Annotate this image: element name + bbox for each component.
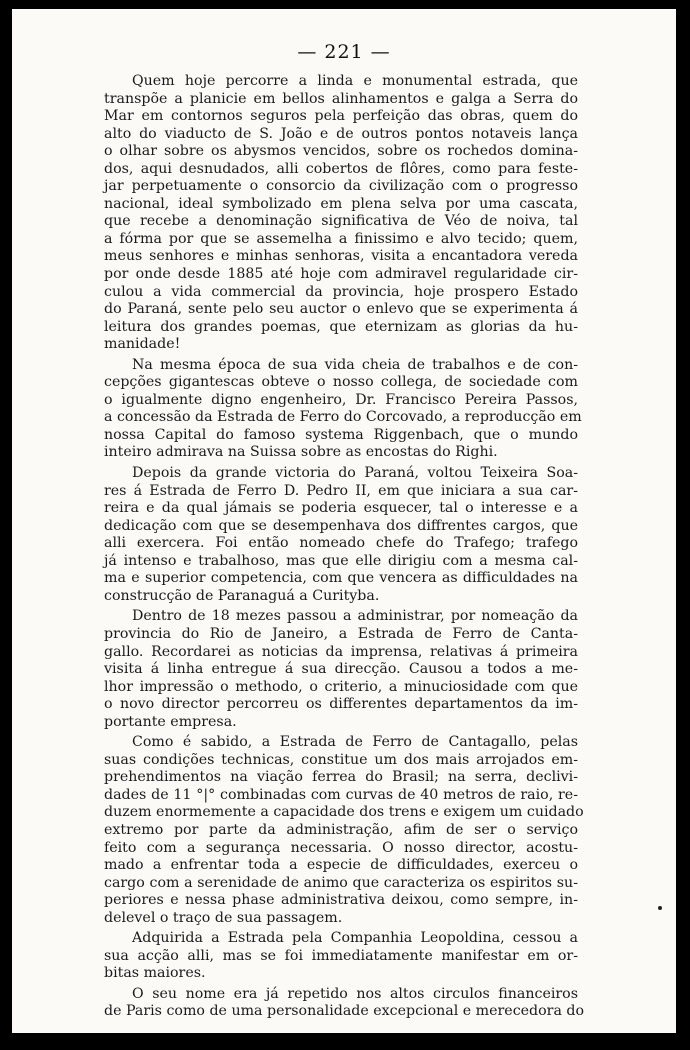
text-line: feito com a segurança necessaria. O nosso director, acostu- <box>104 839 578 856</box>
text-line: extremo por parte da administração, afim de ser o serviço <box>104 821 578 838</box>
text-line: Dentro de 18 mezes passou a administrar, por nomeação da <box>132 608 578 625</box>
text-line: alto do viaducto de S. João e de outros pontos notaveis lança <box>104 125 578 142</box>
text-line: provincia do Rio de Janeiro, a Estrada de Ferro de Canta- <box>104 625 578 642</box>
text-line: por onde desde 1885 até hoje com admiravel regularidade cir- <box>104 266 578 283</box>
text-line: gallo. Recordarei as noticias da imprensa, relativas á primeira <box>104 643 578 660</box>
text-line: de Paris como de uma personalidade excepcional e merecedora do <box>104 1003 585 1020</box>
text-line: Na mesma época de sua vida cheia de trabalhos e de con- <box>132 356 578 373</box>
text-line: sua acção alli, mas se foi immediatamente manifestar em or- <box>104 947 578 964</box>
text-line: Como é sabido, a Estrada de Ferro de Cantagallo, pelas <box>132 734 578 751</box>
text-line: a fórma por que se assemelha a finissimo e alvo tecido; quem, <box>104 230 578 247</box>
text-line: bitas maiores. <box>104 965 206 982</box>
text-line: o igualmente digno engenheiro, Dr. Francisco Pereira Passos, <box>104 391 578 408</box>
paragraph <box>104 608 578 731</box>
paragraph <box>104 465 578 605</box>
text-line: nacional, ideal symbolizado em plena selva por uma cascata, <box>104 195 578 212</box>
paragraph <box>104 73 578 354</box>
text-line: ma e superior competencia, com que vencera as difficuldades na <box>104 570 578 587</box>
paragraph <box>104 734 584 927</box>
text-line: mado a enfrentar toda a especie de difficuldades, exerceu o <box>104 857 578 874</box>
text-line: inteiro admirava na Suissa sobre as encostas do Righi. <box>104 444 498 461</box>
book-page <box>12 9 676 1033</box>
text-line: culou a vida commercial da provincia, hoje prospero Estado <box>104 283 578 300</box>
text-line: construcção de Paranaguá a Curityba. <box>104 587 380 604</box>
text-line: dades de 11 °|° combinadas com curvas de 40 metros de raio, re- <box>104 786 578 803</box>
text-line: transpõe a planicie em bellos alinhamentos e galga a Serra do <box>104 90 578 107</box>
text-line: manidade! <box>104 336 181 353</box>
paragraph <box>104 930 578 983</box>
text-line: res á Estrada de Ferro D. Pedro II, em que iniciara a sua car- <box>104 482 578 499</box>
text-line: suas condições technicas, constitue um dos mais arrojados em- <box>104 751 578 768</box>
text-line: prehendimentos na viação ferrea do Brasil; na serra, declivi- <box>104 769 578 786</box>
text-line: dedicação com que se desempenhava dos diffrentes cargos, que <box>104 517 578 534</box>
text-line: o olhar sobre os abysmos vencidos, sobre os rochedos domina- <box>104 143 578 160</box>
text-line: Adquirida a Estrada pela Companhia Leopoldina, cessou a <box>132 930 578 947</box>
text-line: o novo director percorreu os differentes departamentos da im- <box>104 696 578 713</box>
page-number: — 221 — <box>297 41 391 63</box>
text-line: já intenso e trabalhoso, mas que elle dirigiu com a mesma cal- <box>104 552 578 569</box>
margin-mark <box>658 906 662 910</box>
text-line: Mar em contornos seguros pela perfeição das obras, quem do <box>104 108 578 125</box>
text-line: periores e nessa phase administrativa deixou, como sempre, in- <box>104 892 578 909</box>
text-line: Depois da grande victoria do Paraná, voltou Teixeira Soa- <box>132 465 578 482</box>
text-line: nossa Capital do famoso systema Riggenbach, que o mundo <box>104 426 578 443</box>
text-line: O seu nome era já repetido nos altos circulos financeiros <box>132 985 578 1002</box>
text-line: Quem hoje percorre a linda e monumental estrada, que <box>132 73 578 89</box>
text-line: leitura dos grandes poemas, que eternizam as glorias da hu- <box>104 318 578 335</box>
text-line: meus senhores e minhas senhoras, visita a encantadora vereda <box>104 248 578 265</box>
text-line: que recebe a denominação significativa de Véo de noiva, tal <box>104 213 578 230</box>
body-text <box>104 73 585 1024</box>
text-line: portante empresa. <box>104 713 237 730</box>
text-line: do Paraná, sente pelo seu auctor o enlevo que se experimenta á <box>104 301 578 318</box>
text-line: cargo com a serenidade de animo que caracteriza os espiritos su- <box>104 874 578 891</box>
text-line: delevel o traço de sua passagem. <box>104 909 343 926</box>
paragraph <box>104 356 582 462</box>
text-line: lhor impressão o methodo, o criterio, a minuciosidade com que <box>104 678 578 695</box>
text-line: visita á linha entregue á sua direcção. Causou a todos a me- <box>104 661 578 678</box>
text-line: dos, aqui desnudados, alli cobertos de flôres, como para feste- <box>104 160 578 177</box>
text-line: alli exercera. Foi então nomeado chefe do Trafego; trafego <box>104 535 578 552</box>
text-line: a concessão da Estrada de Ferro do Corcovado, a reproducção em <box>104 409 582 426</box>
paragraph <box>104 985 585 1021</box>
text-line: cepções gigantescas obteve o nosso collega, de sociedade com <box>104 374 578 391</box>
text-line: duzem enormemente a capacidade dos trens e exigem um cuidado <box>104 804 584 821</box>
text-line: jar perpetuamente o consorcio da civilização com o progresso <box>104 178 578 195</box>
text-line: reira e da qual jámais se poderia esquecer, tal o interesse e a <box>104 500 578 517</box>
